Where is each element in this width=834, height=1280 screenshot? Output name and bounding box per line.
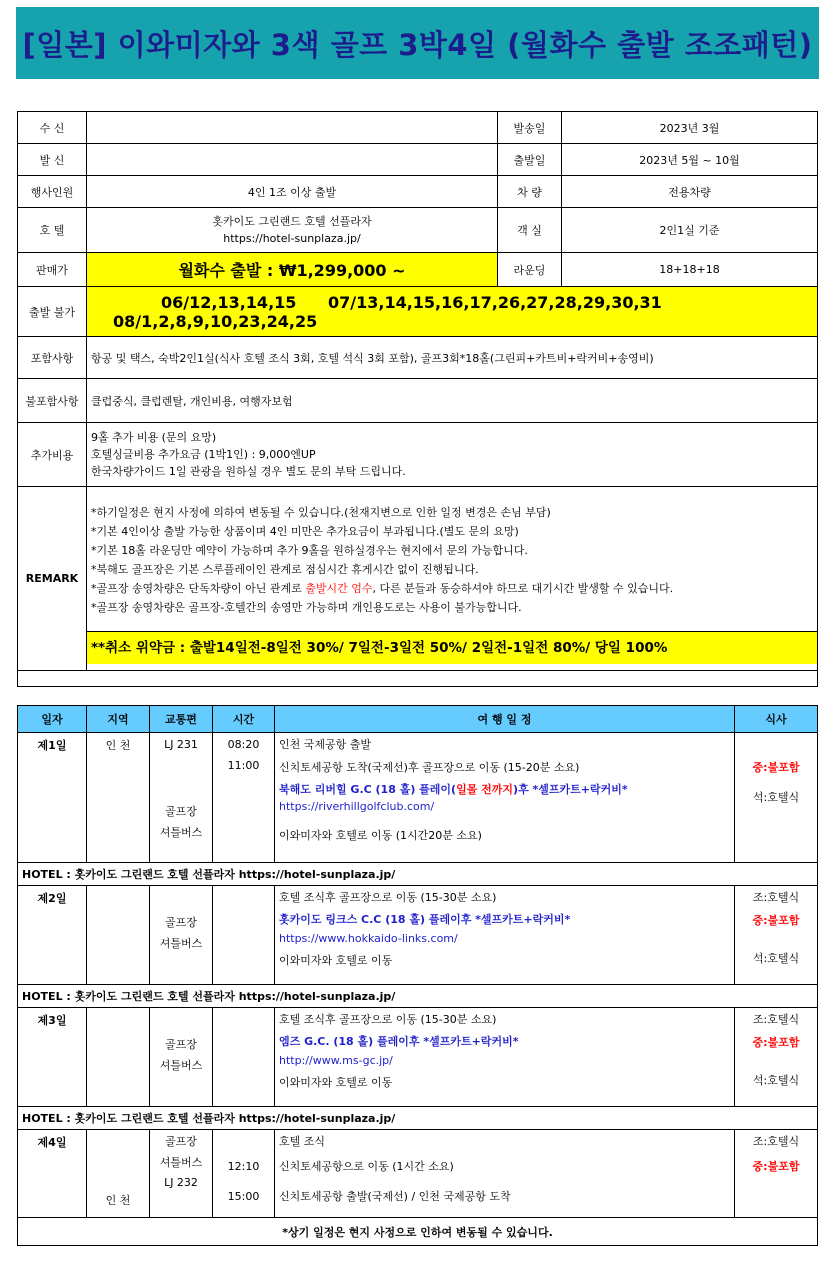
day1-line5: 이와미자와 호텔로 이동 (1시간20분 소요) [279,829,482,842]
day1-time [213,733,275,863]
header-itinerary: 여 행 일 정 [275,706,735,733]
extra-cost-label: 추가비용 [18,423,87,487]
extra-cost-line: 한국차량가이드 1일 관광을 원하실 경우 별도 문의 부탁 드립니다. [91,465,406,478]
day3-line1: 호텔 조식후 골프장으로 이동 (15-30분 소요) [279,1013,497,1026]
price-label: 판매가 [18,253,87,287]
day3-course-link[interactable]: http://www.ms-gc.jp/ [279,1054,393,1067]
remark-shuttle-text-end: , 다른 분들과 동승하셔야 하므로 대기시간 발생할 수 있습니다. [372,582,674,595]
day4-label: 제4일 [18,1130,87,1218]
rounding-label: 라운딩 [498,253,562,287]
page-title: [일본] 이와미자와 3색 골프 3박4일 (월화수 출발 조조패턴) [22,27,813,62]
day4-line2: 신치토세공항으로 이동 (1시간 소요) [279,1160,454,1173]
blackout-july: 07/13,14,15,16,17,26,27,28,29,30,31 [327,292,662,312]
recipient-value [87,112,498,144]
day1-course [279,781,730,799]
day3-bus: 골프장 [165,1038,197,1051]
day3-region [87,1008,150,1107]
remark-cell [87,487,818,671]
day4-line1: 호텔 조식 [279,1135,326,1148]
extra-cost-line: 9홀 추가 비용 (문의 요망) [91,431,217,444]
day4-time [213,1130,275,1218]
remark-line: *기본 4인이상 출발 가능한 상품이며 4인 미만은 추가요금이 부과됩니다.(별도 문의 요망) [91,525,519,538]
day3-hotel-note: HOTEL : 홋카이도 그린랜드 호텔 선플라자 https://hotel-sunplaza.jp/ [18,1107,818,1130]
send-date-label: 발송일 [498,112,562,144]
depart-date-label: 출발일 [498,144,562,176]
header-region: 지역 [87,706,150,733]
day2-meal [735,886,818,985]
day2-meal-lunch: 중:불포함 [752,914,800,927]
day3-bus2: 셔틀버스 [159,1059,203,1072]
remark-line: *북해도 골프장은 기본 스루플레이인 관계로 점심시간 휴게시간 없이 진행됩니다. [91,563,479,576]
depart-date-value: 2023년 5월 ~ 10월 [562,144,818,176]
day2-bus: 골프장 [165,916,197,929]
day3-course: 엠즈 G.C. (18 홀) 플레이후 *셀프카트+락커비* [279,1035,519,1048]
hotel-link[interactable]: https://hotel-sunplaza.jp/ [223,232,361,245]
day1-course-text: 북해도 리버힐 G.C (18 홀) 플레이( [279,783,457,796]
day4-itinerary [275,1130,735,1218]
day4-meal-breakfast: 조:호텔식 [752,1135,800,1148]
day2-course-link[interactable]: https://www.hokkaido-links.com/ [279,932,458,945]
day2-transport [150,886,213,985]
day1-time2: 11:00 [227,759,260,772]
spacer-row [18,671,818,687]
remark-line: *기본 18홀 라운딩만 예약이 가능하며 추가 9홀을 원하실경우는 현지에서 문의 가능합니다. [91,544,528,557]
day1-hotel-note: HOTEL : 홋카이도 그린랜드 호텔 선플라자 https://hotel-sunplaza.jp/ [18,863,818,886]
day1-meal [735,733,818,863]
extra-cost-cell [87,423,818,487]
extra-cost-line: 호텔싱글비용 추가요금 (1박1인) : 9,000엔UP [91,448,316,461]
day1-course-highlight: 일몰 전까지 [456,783,514,796]
day3-meal [735,1008,818,1107]
remark-shuttle-highlight: 출발시간 엄수 [305,582,373,595]
pax-label: 행사인원 [18,176,87,208]
footer-note: *상기 일정은 현지 사정으로 인하여 변동될 수 있습니다. [18,1218,818,1246]
day1-line2: 신치토세공항 도착(국제선)후 골프장으로 이동 (15-20분 소요) [279,761,580,774]
day2-meal-breakfast: 조:호텔식 [752,891,800,904]
vehicle-value: 전용차량 [562,176,818,208]
header-time: 시간 [213,706,275,733]
day1-label: 제1일 [18,733,87,863]
day4-time1: 12:10 [227,1160,260,1173]
day1-bus: 골프장 [165,805,197,818]
cancel-policy: **취소 위약금 : 출발14일전-8일전 30%/ 7일전-3일전 50%/ 2일전-1일전 80%/ 당일 100% [87,631,817,664]
hotel-name: 홋카이도 그린랜드 호텔 선플라자 [212,215,372,228]
included-value: 항공 및 택스, 숙박2인1실(식사 호텔 조식 3회, 호텔 석식 3회 포함), 골프3회*18홀(그린피+카트비+락커비+송영비) [87,337,818,379]
day2-line4: 이와미자와 호텔로 이동 [279,954,393,967]
day3-line4: 이와미자와 호텔로 이동 [279,1076,393,1089]
day4-time2: 15:00 [227,1190,260,1203]
day1-transport [150,733,213,863]
excluded-value: 클럽중식, 클럽렌탈, 개인비용, 여행자보험 [87,379,818,423]
day1-time1: 08:20 [227,738,260,751]
day2-course: 홋카이도 링크스 C.C (18 홀) 플레이후 *셀프카트+락커비* [279,913,571,926]
remark-shuttle-line [91,579,813,598]
blackout-label: 출발 불가 [18,287,87,337]
price-value: 월화수 출발 : ₩1,299,000 ~ [87,253,498,287]
excluded-label: 불포함사항 [18,379,87,423]
day2-bus2: 셔틀버스 [159,937,203,950]
remark-line: *골프장 송영차량은 골프장-호텔간의 송영만 가능하며 개인용도로는 사용이 불가능합니다. [91,601,522,614]
blackout-dates [87,287,818,337]
pax-value: 4인 1조 이상 출발 [87,176,498,208]
header-meal: 식사 [735,706,818,733]
day1-course-link[interactable]: https://riverhillgolfclub.com/ [279,800,435,813]
included-label: 포함사항 [18,337,87,379]
sender-value [87,144,498,176]
day3-meal-dinner: 석:호텔식 [752,1074,800,1087]
room-value: 2인1실 기준 [562,208,818,253]
day3-meal-breakfast: 조:호텔식 [752,1013,800,1026]
recipient-label: 수 신 [18,112,87,144]
day2-meal-dinner: 석:호텔식 [752,952,800,965]
day1-flight: LJ 231 [164,738,198,751]
day1-meal-spacer [739,737,813,757]
hotel-label: 호 텔 [18,208,87,253]
remark-label: REMARK [18,487,87,671]
room-label: 객 실 [498,208,562,253]
title-banner [16,7,819,79]
day2-time [213,886,275,985]
day2-label: 제2일 [18,886,87,985]
day1-meal-dinner: 석:호텔식 [752,791,800,804]
day3-itinerary [275,1008,735,1107]
day2-line1: 호텔 조식후 골프장으로 이동 (15-30분 소요) [279,891,497,904]
day1-meal-lunch: 중:불포함 [752,761,800,774]
info-table [17,111,818,687]
day3-label: 제3일 [18,1008,87,1107]
header-day: 일자 [18,706,87,733]
day4-transport [150,1130,213,1218]
send-date-value: 2023년 3월 [562,112,818,144]
day2-hotel-note: HOTEL : 홋카이도 그린랜드 호텔 선플라자 https://hotel-sunplaza.jp/ [18,985,818,1008]
day4-bus: 골프장 [165,1135,197,1148]
blackout-august: 08/1,2,8,9,10,23,24,25 [113,311,318,331]
day4-meal [735,1130,818,1218]
day3-transport [150,1008,213,1107]
sender-label: 발 신 [18,144,87,176]
remark-shuttle-text: *골프장 송영차량은 단독차량이 아닌 관계로 [91,582,306,595]
rounding-value: 18+18+18 [562,253,818,287]
day4-bus2: 셔틀버스 [159,1156,203,1169]
day3-time [213,1008,275,1107]
day1-bus2: 셔틀버스 [159,826,203,839]
day3-meal-lunch: 중:불포함 [752,1036,800,1049]
day1-itinerary [275,733,735,863]
header-transport: 교통편 [150,706,213,733]
day4-line3: 신치토세공항 출발(국제선) / 인천 국제공항 도착 [279,1190,511,1203]
day1-region: 인 천 [87,733,150,863]
day4-flight: LJ 232 [164,1176,198,1189]
day2-itinerary [275,886,735,985]
remark-line: *하기일정은 현지 사정에 의하여 변동될 수 있습니다.(천재지변으로 인한 일정 변경은 손님 부담) [91,506,551,519]
vehicle-label: 차 량 [498,176,562,208]
day2-region [87,886,150,985]
day4-region: 인 천 [87,1130,150,1218]
day1-line1: 인천 국제공항 출발 [279,738,372,751]
schedule-table [17,705,818,1246]
blackout-june: 06/12,13,14,15 [161,292,297,312]
day4-meal-lunch: 중:불포함 [752,1160,800,1173]
hotel-cell [87,208,498,253]
day1-course-text-end: )후 *셀프카트+락커비* [513,783,628,796]
